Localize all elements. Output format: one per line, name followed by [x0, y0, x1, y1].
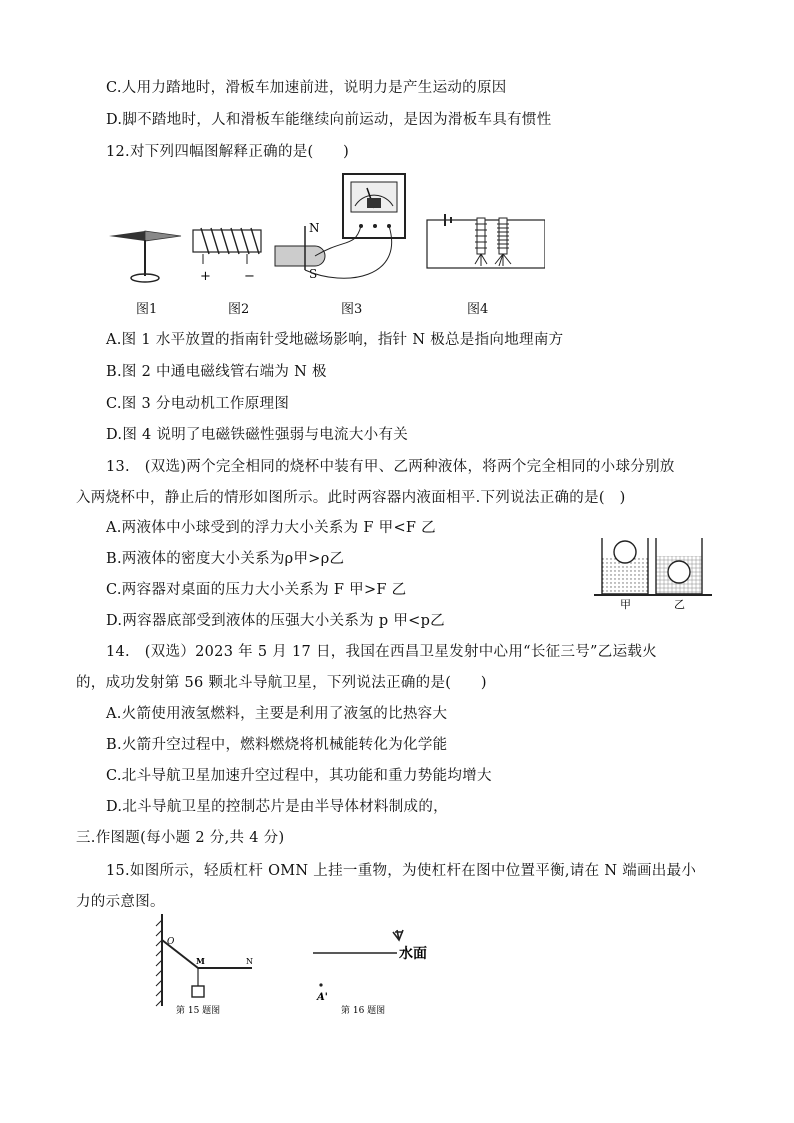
water-surface-label: 水面 — [399, 946, 427, 962]
magnet-s-label: S — [309, 267, 318, 281]
beaker-jia-label: 甲 — [620, 598, 631, 611]
magnet-n-label: N — [309, 221, 320, 235]
q11-option-c: C.人用力踏地时，滑板车加速前进，说明力是产生运动的原因 — [106, 80, 507, 96]
beaker-yi-label: 乙 — [674, 598, 685, 611]
q12-option-b: B.图 2 中通电磁线管右端为 N 极 — [106, 364, 327, 380]
q12-option-d: D.图 4 说明了电磁铁磁性强弱与电流大小有关 — [106, 427, 409, 443]
galvanometer-figure — [275, 174, 405, 281]
q15-stem-line1: 15.如图所示，轻质杠杆 OMN 上挂一重物，为使杠杆在图中位置平衡,请在 N 端画出最小 — [106, 863, 697, 879]
coil-minus-label: − — [244, 269, 255, 284]
figure-16-caption: 第 16 题图 — [341, 1006, 386, 1016]
q13-option-b: B.两液体的密度大小关系为ρ甲>ρ乙 — [106, 551, 345, 567]
q14-option-c: C.北斗导航卫星加速升空过程中，其功能和重力势能均增大 — [106, 768, 492, 784]
figure-3-caption: 图3 — [341, 302, 363, 317]
compass-figure — [109, 231, 181, 282]
lever-n-label: N — [246, 957, 253, 966]
q13-option-c: C.两容器对桌面的压力大小关系为 F 甲>F 乙 — [106, 582, 407, 598]
q14-stem-line1: 14. (双选）2023 年 5 月 17 日，我国在西昌卫星发射中心用“长征三号”乙运载火 — [106, 644, 657, 660]
q11-option-d: D.脚不踏地时，人和滑板车能继续向前运动，是因为滑板车具有惯性 — [106, 112, 552, 128]
q15-stem-line2: 力的示意图。 — [76, 894, 165, 910]
q14-option-a: A.火箭使用液氢燃料，主要是利用了液氢的比热容大 — [106, 706, 448, 722]
q13-option-d: D.两容器底部受到液体的压强大小关系为 p 甲<p乙 — [106, 613, 445, 629]
point-a-prime-label: A' — [317, 992, 328, 1003]
coil-plus-label: + — [200, 269, 211, 284]
lever-o-label: O — [167, 937, 175, 947]
figure-2-caption: 图2 — [228, 302, 250, 317]
q12-figure-row — [105, 168, 545, 293]
electromagnet-figure — [427, 214, 545, 268]
figure-4-caption: 图4 — [467, 302, 489, 317]
q12-stem: 12.对下列四幅图解释正确的是( ) — [106, 144, 350, 160]
section-3-heading: 三.作图题(每小题 2 分,共 4 分) — [76, 830, 285, 846]
q14-stem-line2: 的，成功发射第 56 颗北斗导航卫星，下列说法正确的是( ) — [76, 675, 487, 691]
q14-option-d: D.北斗导航卫星的控制芯片是由半导体材料制成的， — [106, 799, 448, 815]
solenoid-figure — [193, 228, 261, 284]
water-surface-figure — [305, 910, 435, 1020]
figure-15-caption: 第 15 题图 — [176, 1006, 221, 1016]
lever-m-label: M — [196, 956, 205, 966]
q14-option-b: B.火箭升空过程中，燃料燃烧将机械能转化为化学能 — [106, 737, 448, 753]
beakers-figure — [594, 534, 714, 614]
q12-option-a: A.图 1 水平放置的指南针受地磁场影响，指针 N 极总是指向地理南方 — [106, 332, 564, 348]
lever-figure — [152, 910, 262, 1020]
q13-stem-line1: 13. (双选)两个完全相同的烧杯中装有甲、乙两种液体，将两个完全相同的小球分别放 — [106, 459, 675, 475]
figure-1-caption: 图1 — [136, 302, 158, 317]
q13-option-a: A.两液体中小球受到的浮力大小关系为 F 甲<F 乙 — [106, 520, 436, 536]
q13-stem-line2: 入两烧杯中，静止后的情形如图所示。此时两容器内液面相平.下列说法正确的是( ) — [76, 490, 626, 506]
q12-option-c: C.图 3 分电动机工作原理图 — [106, 396, 290, 412]
